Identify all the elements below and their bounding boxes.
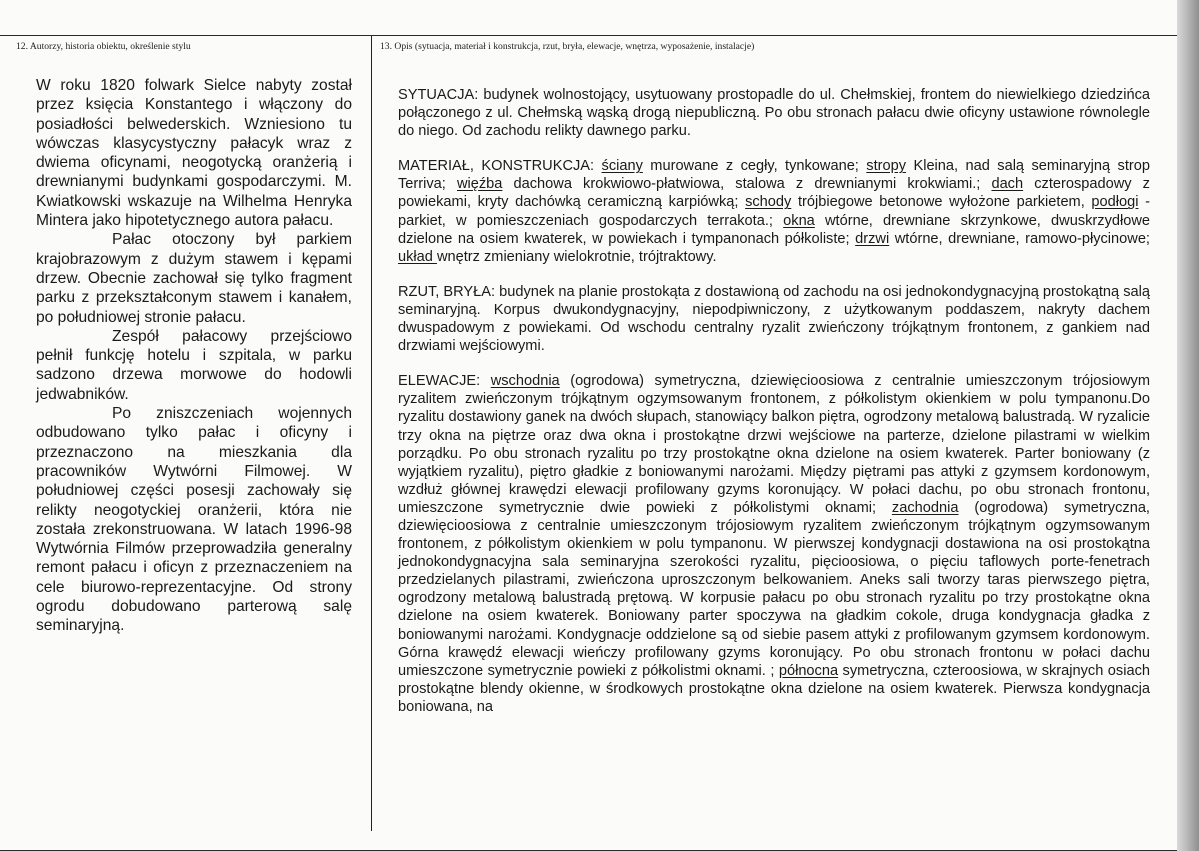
term-zachodnia: zachodnia <box>891 499 959 516</box>
rzut-label: RZUT, BRYŁA: <box>398 283 496 300</box>
header-rule <box>0 35 1177 36</box>
history-paragraph-3: Zespół pałacowy przejściowo pełnił funkcję hotelu i szpitala, w parku sadzono drzewa morwowe do hodowli jedwabników. <box>36 327 352 403</box>
sytuacja-paragraph <box>398 86 1150 140</box>
material-text-8: wtórne, drewniane, ramowo-płycinowe; <box>889 230 1150 247</box>
material-text-7: wtórne, drewniane skrzynkowe, dwuskrzydłowe dzielone na osiem kwaterek, w powiekach i tympanonach półkoliste; <box>398 212 1151 247</box>
section-header-13: 13. Opis (sytuacja, materiał i konstrukcja, rzut, bryła, elewacje, wnętrza, wyposażenie, instalacje) <box>380 41 755 52</box>
material-label: MATERIAŁ, KONSTRUKCJA: <box>398 158 595 175</box>
rzut-text: budynek na planie prostokąta z dostawioną od zachodu na osi jednokondygnacyjną prostokątną salą seminaryjną. Korpus dwukondygnacyjny, niepodpiwniczony, z użytkowanym poddaszem, nakryty dachem dwuspadowym z powiekami. Od wschodu centralny ryzalit zwieńczony trójkątnym frontonem, z gankiem nad drzwiami wejściowymi. <box>398 283 1150 355</box>
section-header-12: 12. Autorzy, historia obiektu, określenie stylu <box>16 41 191 52</box>
term-drzwi: drzwi <box>855 230 890 247</box>
term-polnocna: północna <box>778 662 839 679</box>
history-paragraph-4: Po zniszczeniach wojennych odbudowano tylko pałac i oficyny i przeznaczono na mieszkania dla pracowników Wytwórni Filmowej. W południowej części posesji zachowały się relikty neogotyckiej oranżerii, która nie została zrekonstruowana. W latach 1996-98 Wytwórnia Filmów przeprowadziła generalny remont pałacu i oficyn z przeznaczeniem na cele biurowo-reprezentacyjne. Od strony ogrodu dobudowano parterową salę seminaryjną. <box>36 405 352 635</box>
elewacje-text-3: symetryczna, czteroosiowa, w skrajnych osiach prostokątne blendy okienne, w środkowych prostokątne okna dzielone na osiem kwaterek. Pierwsza kondygnacja boniowana, na <box>398 662 1150 715</box>
rzut-paragraph <box>398 283 1150 355</box>
elewacje-text-2: (ogrodowa) symetryczna, dziewięcioosiowa z centralnie umieszczonym trójosiowym ryzalitem zwieńczonym trójkątnym ogzymsowanym frontonem, z półkolistym okienkiem w polu tympanonu. W pierwszej kondygnacji dostawiona na osi prostokątna jednokondygnacyjna sala seminaryjna szerokości ryzalitu, pięcioosiowa, o pięciu taflowych porte-fenetrach przedzielanych pilastrami, zwieńczona uproszczonym belkowaniem. Aneks sali tworzy taras pierwszego piętra, ogrodzony metalową balustradą prętową. W korpusie pałacu po obu stronach ryzalitu po trzy prostokątne okna dzielone na osiem kwaterek. Boniowany parter spoczywa na gładkim cokole, druga kondygnacja gładka z boniowanymi narożami. Kondygnacje oddzielone są od siebie pasem attyki z profilowanym gzymsem kordonowym. Górna krawędź elewacji wieńczy profilowany gzyms koronujący. Po obu stronach frontonu w połaci dachu umieszczone symetrycznie powieki z półkolistmi oknami. ; <box>398 499 1150 679</box>
sytuacja-text: budynek wolnostojący, usytuowany prostopadle do ul. Chełmskiej, frontem do niewielkiego dziedzińca połączonego z ul. Chełmską wąską drogą niepubliczną. Po obu stronach pałacu dwie oficyny ustawione równolegle do niego. Od zachodu relikty dawnego parku. <box>398 87 1150 140</box>
elewacje-paragraph <box>398 372 1150 716</box>
term-okna: okna <box>783 212 815 229</box>
material-text-6: - parkiet, w pomieszczeniach gospodarczych terrakota.; <box>398 194 1150 229</box>
term-wschodnia: wschodnia <box>490 373 560 390</box>
material-text-5: trójbiegowe betonowe wyłożone parkietem, <box>791 194 1092 211</box>
term-schody: schody <box>745 194 792 211</box>
history-paragraph-2: Pałac otoczony był parkiem krajobrazowym z dużym stawem i kępami drzew. Obecnie zachował się tylko fragment parku z przekształconym stawem i kanałem, po południowej stronie pałacu. <box>36 231 352 326</box>
material-text-1: murowane z cegły, tynkowane; <box>642 158 867 175</box>
history-column <box>36 76 352 636</box>
term-uklad: układ <box>398 248 437 265</box>
column-divider <box>371 35 372 831</box>
term-podlogi: podłogi <box>1091 194 1139 211</box>
term-wiezba: więźba <box>456 176 503 193</box>
term-dach: dach <box>991 176 1024 193</box>
term-stropy: stropy <box>866 158 907 175</box>
material-paragraph <box>398 157 1150 266</box>
elewacje-text-1: (ogrodowa) symetryczna, dziewięcioosiowa z centralnie umieszczonym trójosiowym ryzalitem zwieńczonym trójkątnym ogzymsowanym frontonem, z półkolistym okienkiem w polu tympanonu.Do ryzalitu dostawiony ganek na dwóch słupach, stanowiący balkon piętra, ogrodzony metalową balustradą. W ryzalicie trzy okna na piętrze oraz dwa okna i prostokątne drzwi wejściowe na parterze, dzielone pilastrami w wielkim porządku. Po obu stronach ryzalitu po trzy prostokątne okna dzielone na osiem kwaterek. Parter boniowany (z wyjątkiem ryzalitu), piętro gładkie z boniowanymi narożami. Między piętrami pas attyki z gzymsem kordonowym, wzdłuż głównej krawędzi elewacji profilowany gzyms koronujący. W połaci dachu, po obu stronach frontonu, umieszczone symetrycznie dwie powieki z półkolistymi oknami; <box>398 373 1150 516</box>
material-text-4: czterospadowy z powiekami, kryty dachówką ceramiczną karpiówką; <box>398 176 1150 211</box>
elewacje-label: ELEWACJE: <box>398 373 481 390</box>
term-sciany: ściany <box>601 158 643 175</box>
material-text-3: dachowa krokwiowo-płatwiowa, stalowa z drewnianymi krokwiami.; <box>502 176 992 193</box>
material-text-9: wnętrz zmieniany wielokrotnie, trójtraktowy. <box>436 248 717 265</box>
sytuacja-label: SYTUACJA: <box>398 87 479 103</box>
description-column <box>398 86 1150 733</box>
history-paragraph-1: W roku 1820 folwark Sielce nabyty został przez księcia Konstantego i włączony do posiadłości belwederskich. Wzniesiono tu wówczas klasycystyczny pałacyk wraz z dwiema oficynami, neogotycką oranżerią i drewnianymi budynkami gospodarczymi. M. Kwiatkowski wskazuje na Wilhelma Henryka Mintera jako hipotetycznego autora pałacu. <box>36 77 352 230</box>
scan-edge <box>1177 0 1199 851</box>
material-text-2: Kleina, nad salą seminaryjną strop Terriva; <box>398 158 1151 193</box>
